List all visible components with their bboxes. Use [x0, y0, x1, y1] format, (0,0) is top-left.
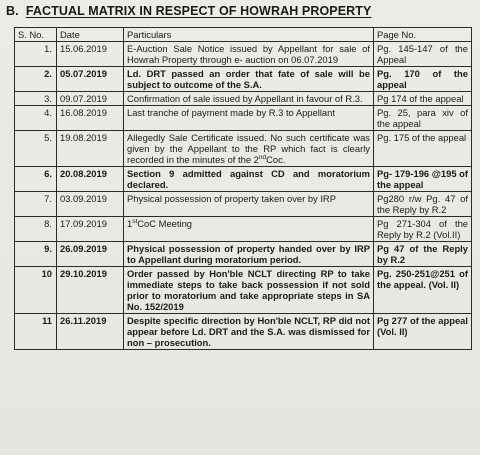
row-date: 05.07.2019 [57, 67, 124, 92]
row-sno: 10 [15, 267, 57, 314]
particulars-text: Physical possession of property taken over by IRP [127, 193, 336, 204]
row-particulars [124, 67, 374, 92]
ordinal-text: Coc. [266, 154, 286, 165]
row-sno: 2. [15, 67, 57, 92]
row-page-no: Pg. 25, para xiv of the appeal [374, 106, 472, 131]
row-particulars [124, 131, 374, 167]
row-page-no: Pg 174 of the appeal [374, 92, 472, 106]
particulars-text: Ld. DRT passed an order that fate of sale will be subject to outcome of the S.A. [127, 68, 370, 90]
section-heading [6, 4, 371, 18]
row-particulars [124, 92, 374, 106]
row-sno: 1. [15, 42, 57, 67]
row-page-no: Pg. 175 of the appeal [374, 131, 472, 167]
row-page-no: Pg. 145-147 of the Appeal [374, 42, 472, 67]
row-date: 26.11.2019 [57, 314, 124, 350]
row-page-no: Pg- 179-196 @195 of the appeal [374, 167, 472, 192]
particulars-text: Despite specific direction by Hon'ble NCLT, RP did not appear before Ld. DRT and the S.A. was dismissed for non – prosecution. [127, 315, 370, 348]
particulars-text: Physical possession of property handed over by IRP to Appellant during moratorium period. [127, 243, 370, 265]
row-sno: 4. [15, 106, 57, 131]
row-sno: 7. [15, 192, 57, 217]
particulars-text: Confirmation of sale issued by Appellant in favour of R.3. [127, 93, 363, 104]
row-page-no: Pg. 250-251@251 of the appeal. (Vol. II) [374, 267, 472, 314]
row-date: 03.09.2019 [57, 192, 124, 217]
header-date: Date [57, 28, 124, 42]
row-particulars [124, 167, 374, 192]
row-sno: 9. [15, 242, 57, 267]
header-sno: S. No. [15, 28, 57, 42]
table-row [15, 106, 472, 131]
ordinal-text: CoC Meeting [137, 218, 192, 229]
ordinal-number: 1 [127, 218, 133, 229]
table-row [15, 314, 472, 350]
row-date: 15.06.2019 [57, 42, 124, 67]
row-date: 16.08.2019 [57, 106, 124, 131]
row-particulars [124, 314, 374, 350]
row-sno: 11 [15, 314, 57, 350]
particulars-text: Order passed by Hon'ble NCLT directing RP to take immediate steps to take back possession if not sold prior to moratorium and take appropriate steps in SA No. 152/2019 [127, 268, 370, 312]
factual-matrix-table [14, 27, 472, 350]
particulars-text: Allegedly Sale Certificate issued. No such certificate was given by the Appellant to the RP which fact is clearly recorded in the minutes of the [127, 132, 370, 165]
row-sno: 3. [15, 92, 57, 106]
table-row [15, 192, 472, 217]
row-particulars [124, 192, 374, 217]
table-header-row [15, 28, 472, 42]
row-particulars [124, 267, 374, 314]
row-particulars [124, 242, 374, 267]
row-date: 17.09.2019 [57, 217, 124, 242]
table-row [15, 67, 472, 92]
row-sno: 6. [15, 167, 57, 192]
row-sno: 5. [15, 131, 57, 167]
row-date: 29.10.2019 [57, 267, 124, 314]
particulars-text: Section 9 admitted against CD and moratorium declared. [127, 168, 370, 190]
ordinal-suffix: nd [258, 153, 267, 161]
row-page-no: Pg 271-304 of the Reply by R.2 (Vol.II) [374, 217, 472, 242]
table-row [15, 92, 472, 106]
row-date: 20.08.2019 [57, 167, 124, 192]
table-row [15, 267, 472, 314]
row-date: 19.08.2019 [57, 131, 124, 167]
ordinal-number: 2 [253, 154, 259, 165]
particulars-text: Last tranche of payment made by R.3 to Appellant [127, 107, 335, 118]
row-date: 09.07.2019 [57, 92, 124, 106]
row-date: 26.09.2019 [57, 242, 124, 267]
row-particulars [124, 217, 374, 242]
row-page-no: Pg 47 of the Reply by R.2 [374, 242, 472, 267]
row-page-no: Pg. 170 of the appeal [374, 67, 472, 92]
row-particulars [124, 42, 374, 67]
header-particulars: Particulars [124, 28, 374, 42]
table-row [15, 167, 472, 192]
row-sno: 8. [15, 217, 57, 242]
ordinal-suffix: st [132, 217, 138, 225]
table-row [15, 242, 472, 267]
table-row [15, 42, 472, 67]
section-title: FACTUAL MATRIX IN RESPECT OF HOWRAH PROPERTY [25, 4, 372, 18]
row-particulars [124, 106, 374, 131]
row-page-no: Pg280 r/w Pg. 47 of the Reply by R.2 [374, 192, 472, 217]
table-row [15, 131, 472, 167]
row-page-no: Pg 277 of the appeal (Vol. II) [374, 314, 472, 350]
section-letter: B. [6, 4, 19, 18]
particulars-text: E-Auction Sale Notice issued by Appellant for sale of Howrah Property through e- auction on 06.07.2019 [127, 43, 370, 65]
table-row [15, 217, 472, 242]
header-page-no: Page No. [374, 28, 472, 42]
